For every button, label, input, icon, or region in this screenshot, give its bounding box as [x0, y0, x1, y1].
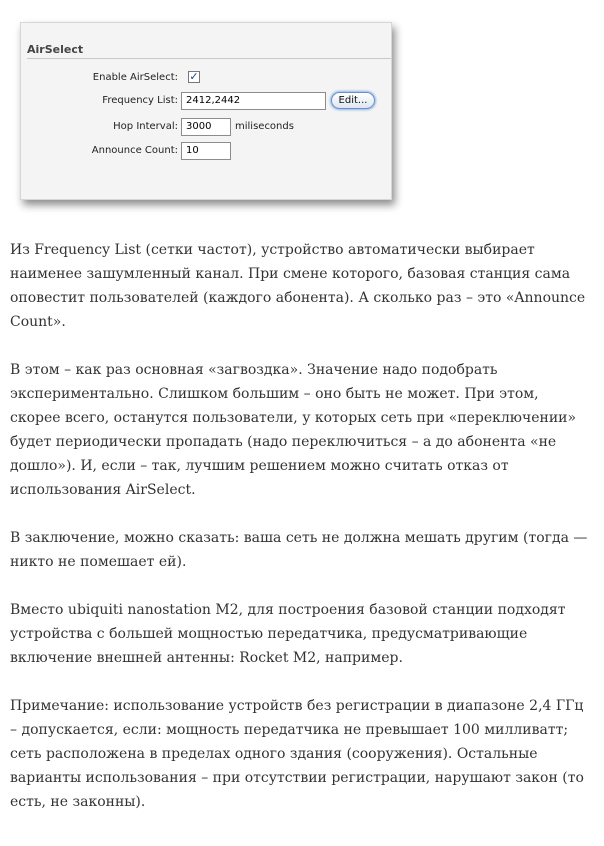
- airselect-screenshot: [20, 22, 392, 200]
- hop-unit: miliseconds: [235, 121, 294, 132]
- panel-title: AirSelect: [27, 43, 84, 56]
- enable-checkbox[interactable]: [188, 71, 200, 83]
- paragraph-main-issue: В этом – как раз основная «загвоздка». Значение надо подобрать экспериментально. Слишком большим – оно быть не может. При этом, скорее всего, останутся пользователи, у которых сеть при «переключении» будет периодически пропадать (надо переключиться – а до абонента «не дошло»). И, если – так, лучшим решением можно считать отказ от использования AirSelect.: [10, 362, 577, 498]
- paragraph-frequency-list: Из Frequency List (сетки частот), устройство автоматически выбирает наименее зашумленный канал. При смене которого, базовая станция сама оповестит пользователей (каждого абонента). А сколько раз – это «Announce Count».: [10, 242, 586, 330]
- edit-button[interactable]: Edit...: [331, 92, 375, 109]
- hop-row: [21, 118, 391, 138]
- announce-row: [21, 142, 391, 162]
- hop-label: Hop Interval:: [113, 121, 178, 132]
- checkmark-icon: ✓: [189, 70, 199, 83]
- enable-row: [21, 69, 391, 89]
- enable-label: Enable AirSelect:: [92, 72, 178, 83]
- article-body: [10, 238, 590, 838]
- paragraph-alternative: Вместо ubiquiti nanostation M2, для построения базовой станции подходят устройства с большей мощностью передатчика, предусматривающие включение внешней антенны: Rocket M2, например.: [10, 602, 566, 666]
- frequency-row: [21, 92, 391, 112]
- announce-label: Announce Count:: [91, 145, 178, 156]
- paragraph-conclusion: В заключение, можно сказать: ваша сеть не должна мешать другим (тогда — никто не помешает ей).: [10, 530, 588, 570]
- frequency-input[interactable]: 2412,2442: [181, 92, 326, 110]
- announce-input[interactable]: 10: [181, 142, 231, 160]
- hop-input[interactable]: 3000: [181, 118, 231, 136]
- paragraph-note: Примечание: использование устройств без регистрации в диапазоне 2,4 ГГц – допускается, если: мощность передатчика не превышает 100 милливатт; сеть расположена в пределах одного здания (сооружения). Остальные варианты использования – при отсутствии регистрации, нарушают закон (то есть, не законны).: [10, 698, 584, 810]
- panel-divider: [27, 58, 391, 59]
- frequency-label: Frequency List:: [102, 95, 178, 106]
